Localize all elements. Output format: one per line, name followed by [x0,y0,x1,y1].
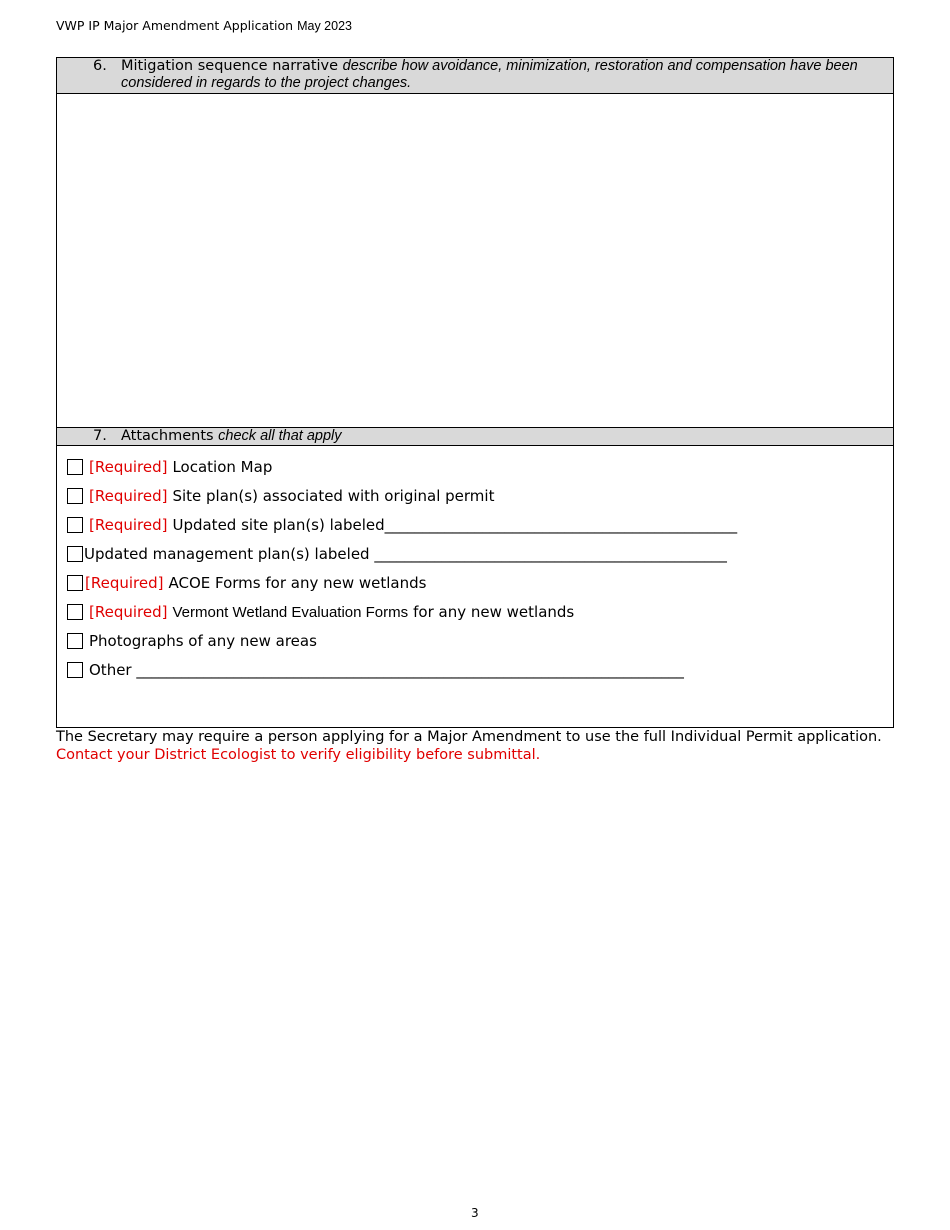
checkbox[interactable] [67,459,83,475]
mitigation-narrative-field[interactable] [56,93,894,428]
attachment-label: Location Map [172,458,273,476]
attachment-label: Other _________________________________________________________________________ [89,661,684,679]
attachment-label-main: Vermont Wetland Evaluation Forms [172,603,409,621]
attachment-updated-site-plan[interactable] [67,514,737,536]
checkbox[interactable] [67,517,83,533]
attachment-label: ACOE Forms for any new wetlands [168,574,427,592]
section-6-title [121,58,881,92]
section-7-title-text: Attachments [121,428,214,444]
attachment-acoe-forms[interactable] [67,572,426,594]
attachment-label: Photographs of any new areas [89,632,317,650]
checkbox[interactable] [67,662,83,678]
attachment-label: Updated site plan(s) labeled_______________________________________________ [172,516,738,534]
section-6-header [56,57,894,94]
required-tag: [Required] [89,516,168,534]
section-6-hint: describe how avoidance, minimization, restoration and compensation have been considered in regards to the project changes. [121,58,858,91]
section-7-hint: check all that apply [218,428,342,444]
attachment-location-map[interactable] [67,456,272,478]
required-tag: [Required] [89,458,168,476]
checkbox[interactable] [67,604,83,620]
section-7-number: 7. [93,428,107,444]
header-date: May 2023 [297,19,352,33]
attachment-updated-management-plan[interactable] [67,543,727,565]
checkbox[interactable] [67,488,83,504]
header-title: VWP IP Major Amendment Application [56,18,294,33]
section-7-title [121,428,881,445]
attachment-label: Updated management plan(s) labeled _______________________________________________ [84,545,727,563]
required-tag: [Required] [89,487,168,505]
attachment-label-rest: for any new wetlands [413,603,575,621]
section-6-number: 6. [93,58,107,74]
checkbox[interactable] [67,575,83,591]
section-7-header [56,427,894,446]
attachment-label: Site plan(s) associated with original permit [172,487,495,505]
required-tag: [Required] [85,574,164,592]
footnote [56,728,901,764]
checkbox[interactable] [67,546,83,562]
attachment-vermont-wetland-forms[interactable] [67,601,574,623]
attachment-photographs[interactable] [67,630,317,652]
page-header [56,18,352,33]
footnote-contact-text: Contact your District Ecologist to verify eligibility before submittal. [56,747,541,763]
attachment-original-site-plan[interactable] [67,485,494,507]
page-number: 3 [471,1206,479,1220]
attachment-other[interactable] [67,659,684,681]
checkbox[interactable] [67,633,83,649]
footnote-text: The Secretary may require a person applying for a Major Amendment to use the full Individual Permit application. [56,729,882,745]
section-6-title-text: Mitigation sequence narrative [121,58,339,74]
required-tag: [Required] [89,603,168,621]
attachments-list [56,445,894,728]
